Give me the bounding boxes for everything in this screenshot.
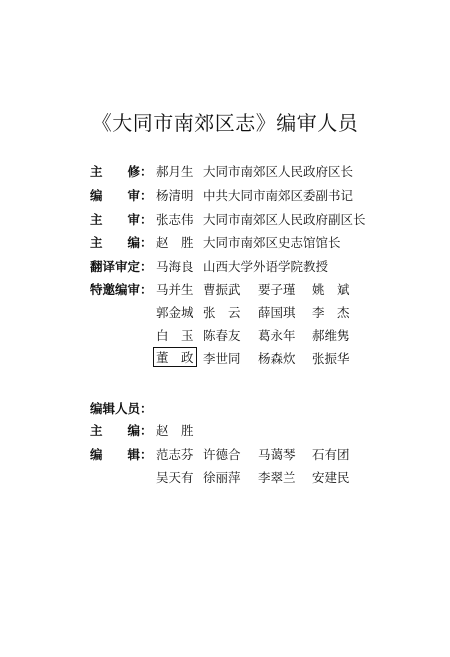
person-name: 要子瑾	[258, 282, 296, 297]
role-label: 翻译审定：	[90, 259, 153, 274]
person-name: 马并生	[156, 282, 194, 297]
person-name: 白 玉	[156, 328, 194, 343]
page-title: 《大同市南郊区志》编审人员	[91, 111, 359, 135]
role-label: 主 编：	[90, 423, 153, 438]
section-label: 编辑人员：	[90, 401, 153, 416]
person-name: 张 云	[203, 305, 241, 320]
person-name: 李 杰	[312, 305, 350, 320]
person-name: 郭金城	[156, 305, 194, 320]
person-name: 马海良	[156, 259, 194, 274]
person-name: 张志伟	[156, 212, 194, 227]
person-name: 曹振武	[203, 282, 241, 297]
person-position: 山西大学外语学院教授	[203, 259, 329, 274]
person-name: 李世同	[203, 351, 241, 366]
role-label: 主 审：	[90, 212, 153, 227]
role-label: 主 编：	[90, 235, 153, 250]
role-label: 编 辑：	[90, 447, 153, 462]
person-name: 马蔼琴	[258, 447, 296, 462]
person-position: 大同市南郊区人民政府区长	[203, 164, 354, 179]
person-name: 陈春友	[203, 328, 241, 343]
person-position: 大同市南郊区史志馆馆长	[203, 235, 341, 250]
person-position: 大同市南郊区人民政府副区长	[203, 212, 366, 227]
person-name: 葛永年	[258, 328, 296, 343]
person-position: 中共大同市南郊区委副书记	[203, 188, 354, 203]
person-name: 张振华	[312, 351, 350, 366]
person-name: 姚 斌	[312, 282, 350, 297]
person-name: 赵 胜	[156, 423, 194, 438]
person-name: 赵 胜	[156, 235, 194, 250]
person-name: 郝月生	[156, 164, 194, 179]
person-name: 徐丽萍	[203, 470, 241, 485]
person-name: 安建民	[312, 470, 350, 485]
person-name: 石有团	[312, 447, 350, 462]
person-name: 吴天有	[156, 470, 194, 485]
role-label: 主 修：	[90, 164, 153, 179]
person-name: 范志芬	[156, 447, 194, 462]
role-label: 特邀编审：	[90, 282, 153, 297]
person-name: 许德合	[203, 447, 241, 462]
person-name: 董 政	[153, 347, 197, 367]
person-name: 李翠兰	[258, 470, 296, 485]
person-name: 薛国琪	[258, 305, 296, 320]
person-name: 杨清明	[156, 188, 194, 203]
role-label: 编 审：	[90, 188, 153, 203]
person-name: 郝维隽	[312, 328, 350, 343]
person-name: 杨森炊	[258, 351, 296, 366]
